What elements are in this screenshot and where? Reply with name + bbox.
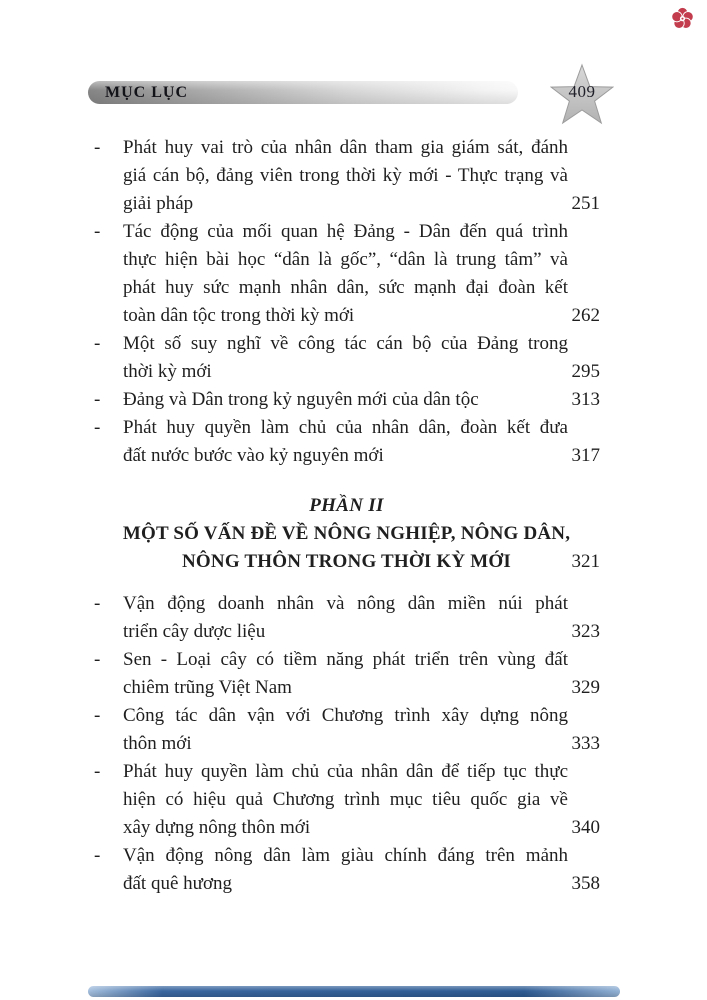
page-number: 409 — [568, 82, 596, 101]
toc-entry — [93, 386, 600, 414]
bullet-dash: - — [94, 761, 101, 782]
bullet-dash: - — [94, 593, 101, 614]
header-bar — [88, 81, 518, 104]
flower-icon — [669, 5, 696, 32]
toc-entry — [93, 590, 600, 646]
section-title-line1: MỘT SỐ VẤN ĐỀ VỀ NÔNG NGHIỆP, NÔNG DÂN, — [122, 523, 571, 544]
toc-list — [93, 134, 600, 898]
toc-entry-title: Một số suy nghĩ về công tác cán bộ của Đảng trong thời kỳ mới — [123, 333, 568, 382]
toc-entry — [93, 414, 600, 470]
section-heading — [93, 492, 600, 576]
section-page: 321 — [571, 551, 600, 572]
bullet-dash: - — [94, 333, 101, 354]
toc-entry-page: 358 — [571, 873, 600, 894]
toc-entry-title: Vận động nông dân làm giàu chính đáng trên mảnh đất quê hương — [123, 845, 568, 894]
section-part-label: PHẦN II — [309, 495, 384, 516]
toc-entry-title: Công tác dân vận với Chương trình xây dựng nông thôn mới — [123, 705, 568, 754]
toc-entry — [93, 702, 600, 758]
toc-entry — [93, 134, 600, 218]
toc-entry-page: 295 — [571, 361, 600, 382]
footer-bar — [88, 986, 620, 997]
toc-entry-title: Tác động của mối quan hệ Đảng - Dân đến quá trình thực hiện bài học “dân là gốc”, “dân là trung tâm” và phát huy sức mạnh nhân dân, sức mạnh đại đoàn kết toàn dân tộc trong thời kỳ mới — [123, 221, 568, 326]
toc-entry — [93, 218, 600, 330]
toc-entry — [93, 646, 600, 702]
toc-entry — [93, 330, 600, 386]
toc-entry-title: Đảng và Dân trong kỷ nguyên mới của dân tộc — [123, 389, 479, 410]
toc-entry-page: 251 — [571, 193, 600, 214]
bullet-dash: - — [94, 221, 101, 242]
toc-entry-title: Phát huy vai trò của nhân dân tham gia giám sát, đánh giá cán bộ, đảng viên trong thời kỳ mới - Thực trạng và giải pháp — [123, 137, 568, 214]
bullet-dash: - — [94, 389, 101, 410]
toc-entry-page: 329 — [571, 677, 600, 698]
toc-entry-title: Phát huy quyền làm chủ của nhân dân, đoàn kết đưa đất nước bước vào kỷ nguyên mới — [123, 417, 568, 466]
toc-entry-page: 333 — [571, 733, 600, 754]
toc-entry-page: 313 — [571, 389, 600, 410]
toc-entry-page: 323 — [571, 621, 600, 642]
section-title-line2: NÔNG THÔN TRONG THỜI KỲ MỚI — [182, 551, 511, 572]
toc-entry-page: 317 — [571, 445, 600, 466]
toc-entry — [93, 842, 600, 898]
toc-entry-title: Sen - Loại cây có tiềm năng phát triển trên vùng đất chiêm trũng Việt Nam — [123, 649, 568, 698]
page-title: MỤC LỤC — [105, 83, 188, 101]
bullet-dash: - — [94, 649, 101, 670]
bullet-dash: - — [94, 705, 101, 726]
toc-entry-title: Vận động doanh nhân và nông dân miền núi phát triển cây dược liệu — [123, 593, 568, 642]
toc-entry-page: 262 — [571, 305, 600, 326]
toc-entry-page: 340 — [571, 817, 600, 838]
toc-entry — [93, 758, 600, 842]
bullet-dash: - — [94, 845, 101, 866]
bullet-dash: - — [94, 137, 101, 158]
page-number-star — [550, 63, 614, 125]
toc-entry-title: Phát huy quyền làm chủ của nhân dân để tiếp tục thực hiện có hiệu quả Chương trình mục tiêu quốc gia về xây dựng nông thôn mới — [123, 761, 568, 838]
bullet-dash: - — [94, 417, 101, 438]
